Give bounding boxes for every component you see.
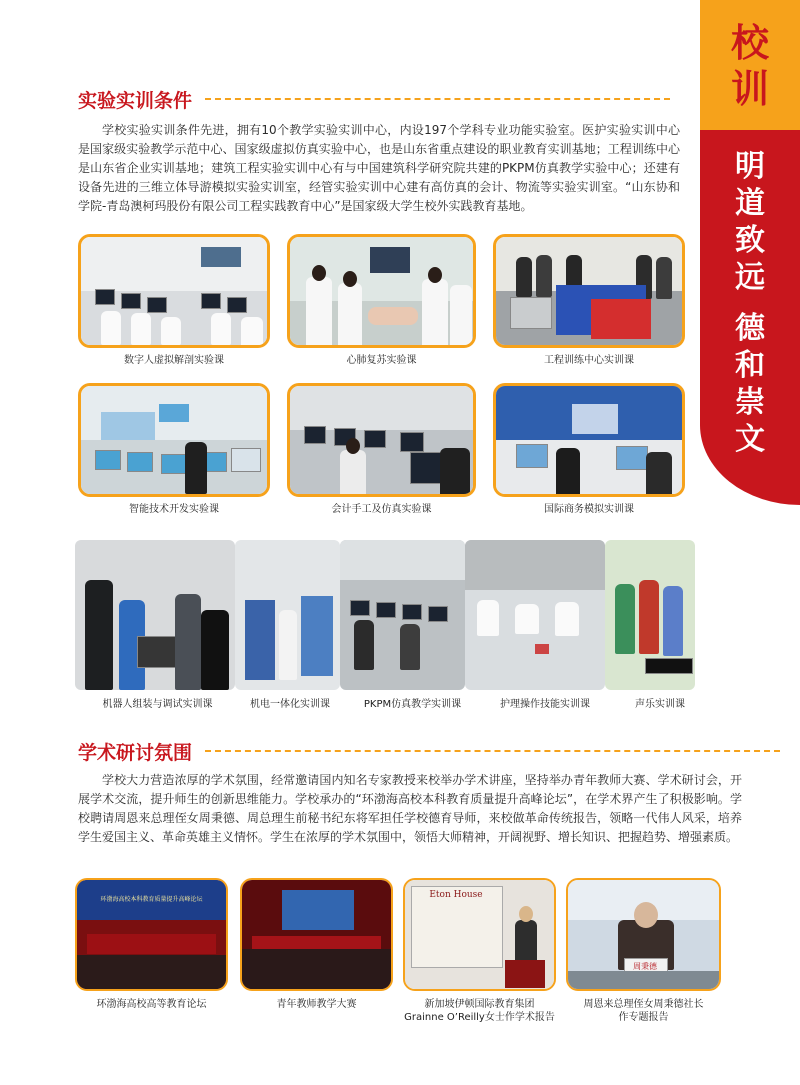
caption-etonhouse-line-2: Grainne O’Reilly女士作学术报告 (404, 1012, 555, 1023)
strip-caption-nursing: 护理操作技能实训课 (500, 699, 590, 710)
etonhouse-screen-text: Eton House (429, 890, 483, 900)
caption-zhou-line-1: 周恩来总理侄女周秉德社长 (583, 999, 704, 1010)
strip-panel-mechatronics (235, 540, 340, 690)
photo-smart-tech (78, 383, 270, 497)
caption-etonhouse-talk (396, 998, 563, 1024)
photo-accounting (287, 383, 476, 497)
lab-conditions-paragraph: 学校实验实训条件先进，拥有10个教学实验实训中心，内设197个学科专业功能实验室。医护实验实训中心是国家级实验教学示范中心、国家级虚拟仿真实验中心，也是山东省重点建设的职业教育实训基地；工程训练中心是山东省企业实训基地；建筑工程实验实训中心有与中国建筑科学研究院共建的PKPM仿真教学实验中心；还建有设备先进的三维立体导游模拟实验实训室，经管实验实训中心建有高仿真的会计、物流等实验实训室。“山东协和学院-青岛澳柯玛股份有限公司工程实践教育中心”是国家级大学生校外实践教育基地。 (78, 123, 680, 213)
photo-zhou-bingde-talk (566, 878, 721, 991)
caption-smart-tech: 智能技术开发实验课 (129, 504, 219, 515)
strip-panel-nursing (465, 540, 605, 690)
strip-panel-robotics (75, 540, 235, 690)
side-banner (700, 0, 800, 505)
motto-line-1: 明道致远 (735, 149, 765, 295)
photo-etonhouse-talk (403, 878, 556, 991)
school-motto (700, 148, 800, 458)
caption-zhou-line-2: 作专题报告 (618, 1012, 669, 1023)
school-motto-heading (700, 20, 800, 112)
section-divider (205, 98, 670, 100)
side-banner-top (700, 0, 800, 130)
photo-virtual-anatomy (78, 234, 270, 348)
caption-virtual-anatomy: 数字人虚拟解剖实验课 (124, 355, 224, 366)
caption-accounting: 会计手工及仿真实验课 (331, 504, 432, 515)
section-title-lab-conditions: 实验实训条件 (78, 90, 193, 112)
strip-caption-mechatronics: 机电一体化实训课 (250, 699, 330, 710)
section-divider (205, 750, 780, 752)
strip-caption-vocal: 声乐实训课 (635, 699, 685, 710)
academic-paragraph: 学校大力营造浓厚的学术氛围，经常邀请国内知名专家教授来校举办学术讲座，坚持举办青年教师大赛、学术研讨会，开展学术交流，提升师生的创新思维能力。学校承办的“环渤海高校本科教育质量提升高峰论坛”，在学术界产生了积极影响。学校聘请周恩来总理侄女周秉德、周总理生前秘书纪东将军担任学校德育导师，来校做革命传统报告，领略一代伟人风采，培养学生爱国主义、革命英雄主义情怀。学生在浓厚的学术氛围中，领悟大师精神，开阔视野、增长知识、把握趋势、增强素质。 (78, 773, 742, 844)
strip-caption-robotics: 机器人组装与调试实训课 (102, 699, 213, 710)
photo-engineering-training (493, 234, 685, 348)
motto-line-2: 德和崇文 (735, 311, 765, 457)
photo-intl-business (493, 383, 685, 497)
photo-teaching-contest (240, 878, 393, 991)
school-motto-heading-text: 校训 (730, 20, 769, 111)
photo-bohai-forum: 环渤海高校本科教育质量提升高峰论坛 (75, 878, 228, 991)
caption-teaching-contest: 青年教师教学大赛 (276, 999, 357, 1010)
strip-caption-pkpm: PKPM仿真教学实训课 (363, 699, 462, 710)
caption-etonhouse-line-1: 新加坡伊顿国际教育集团 (424, 999, 535, 1010)
caption-bohai-forum: 环渤海高校高等教育论坛 (96, 999, 207, 1010)
caption-zhou-bingde-talk (566, 998, 721, 1024)
caption-cpr: 心肺复苏实验课 (346, 355, 417, 366)
strip-panel-vocal (605, 540, 695, 690)
caption-intl-business: 国际商务模拟实训课 (544, 504, 634, 515)
caption-engineering-training: 工程训练中心实训课 (544, 355, 634, 366)
speaker-nameplate: 周秉德 (633, 962, 657, 971)
section-title-academic: 学术研讨氛围 (78, 742, 193, 764)
photo-cpr (287, 234, 476, 348)
strip-panel-pkpm (340, 540, 465, 690)
training-photo-strip (75, 540, 695, 690)
